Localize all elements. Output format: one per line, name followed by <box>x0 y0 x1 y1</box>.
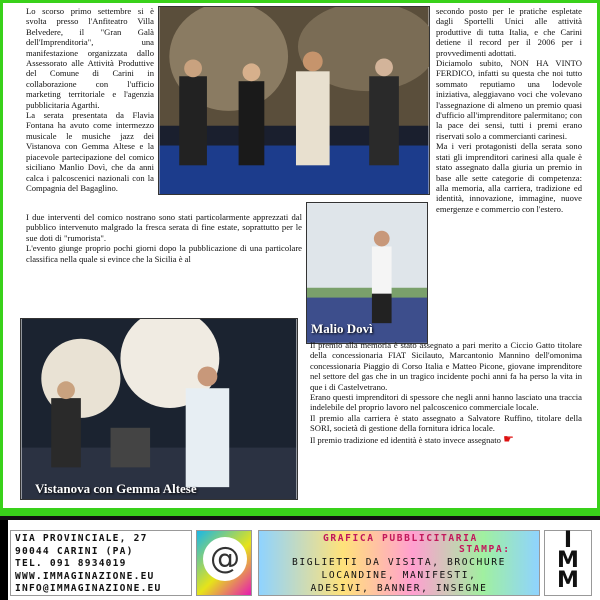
ad-services-box <box>258 530 540 596</box>
paragraph <box>310 431 582 446</box>
frame-bottom-border <box>0 508 600 516</box>
malio-caption: Malio Dovì <box>311 321 373 336</box>
article-column-wide <box>310 340 582 508</box>
paragraph: I due interventi del comico nostrano sono stati particolarmente apprezzati dal pubblico intervenuto malgrado la fresca serata di fine estate, soprattutto per le sue doti di "rumorista". <box>26 212 302 243</box>
address-line: VIA PROVINCIALE, 27 <box>15 533 148 544</box>
ad-service-line: ADESIVI, BANNER, INSEGNE <box>310 583 488 594</box>
article-column-left <box>26 6 154 193</box>
ad-logo-letters: I M M <box>544 530 592 596</box>
paragraph: Erano questi imprenditori di spessore che negli anni hanno lasciato una traccia indelebile del proprio lavoro nel palcoscenico commerciale locale. <box>310 392 582 413</box>
ad-address-box <box>10 530 192 596</box>
address-line: WWW.IMMAGINAZIONE.EU <box>15 570 155 582</box>
ad-service-line: LOCANDINE, MANIFESTI, <box>321 570 477 581</box>
article-column-right <box>436 6 582 340</box>
band-photo <box>20 318 298 500</box>
paragraph: L'evento giunge proprio pochi giorni dopo la pubblicazione di una particolare classifica nella quale si evince che la Sicilia è al <box>26 243 302 264</box>
malio-photo <box>306 202 428 344</box>
article-column-left-wide <box>26 212 302 312</box>
band-caption: Vistanova con Gemma Altese <box>35 481 197 496</box>
paragraph: Ma i veri protagonisti della serata sono stati gli imprenditori carinesi alla quale è stato assegnato dalla giuria un premio in base alle sette categorie di competenza: alla memoria, alla carriera, tradizione ed identità, innovazione, immagine, nuove emergenze e commercio con l'estero. <box>436 141 582 214</box>
ad-service-line: BIGLIETTI DA VISITA, BROCHURE <box>292 557 506 568</box>
address-line: 90044 CARINI (PA) <box>15 545 134 557</box>
stage-photo-image <box>159 7 429 194</box>
band-photo-image <box>21 319 297 499</box>
at-sign-icon: @ <box>203 537 247 581</box>
stage-photo <box>158 6 430 195</box>
address-line: TEL. 091 8934019 <box>15 558 127 570</box>
paragraph: Lo scorso primo settembre si è svolta presso l'Anfiteatro Villa Belvedere, il "Gran Galà dell'Imprenditoria", una manifestazione organizzata dallo Assessorato alle Attività Produttive del Comune di Carini in collaborazione con l'ufficio marketing territoriale e l'agenzia pubblicitaria Agarthi. <box>26 6 154 110</box>
advertisement <box>0 516 600 600</box>
address-line: INFO@IMMAGINAZIONE.EU <box>15 583 162 595</box>
paragraph: La serata presentata da Flavia Fontana ha avuto come intermezzo musicale le musiche jazz dei Vistanova con Gemma Altese e la piacevole partecipazione del comico siciliano Manlio Dovì, che da anni calca i palcoscenici nazionali con la Compagnia del Bagaglino. <box>26 110 154 193</box>
paragraph: Il premio alla memoria è stato assegnato a pari merito a Ciccio Gatto titolare della concessionaria FIAT Sicilauto, Marcantonio Mannino dell'omonima concessionaria Piaggio di Corso Italia e Matteo Picone, giovane imprenditore nel settore del gas che in un tragico incidente pochi anni fa ha perso la vita in que i di Castelvetrano. <box>310 340 582 392</box>
at-sign-box <box>196 530 252 596</box>
paragraph: Il premio alla carriera è stato assegnato a Salvatore Ruffino, titolare della SORI, società di gestione della fornitura idrica locale. <box>310 412 582 434</box>
paragraph: secondo posto per le pratiche espletate dagli Sportelli Unici alle attività produttive di tutta Italia, e che Carini detiene il record per il 2006 per i provvedimenti adottati. <box>436 6 582 58</box>
last-line: Il premio tradizione ed identità è stato invece assegnato <box>310 434 501 445</box>
ad-subtitle: STAMPA: <box>459 544 511 555</box>
paragraph: Diciamolo subito, NON HA VINTO FERDICO, infatti su questa che noi tutto sommato reputiamo una lodevole iniziativa, aleggiavano voci che volevano l'assegnazione di almeno un premio quasi d'ufficio all'imprenditore palermitano; con la pace dei sensi, tutti i premi erano riservati solo a commercianti carinesi. <box>436 58 582 141</box>
pointing-hand-icon: ☛ <box>503 431 514 446</box>
ad-title: GRAFICA PUBBLICITARIA <box>323 533 478 544</box>
